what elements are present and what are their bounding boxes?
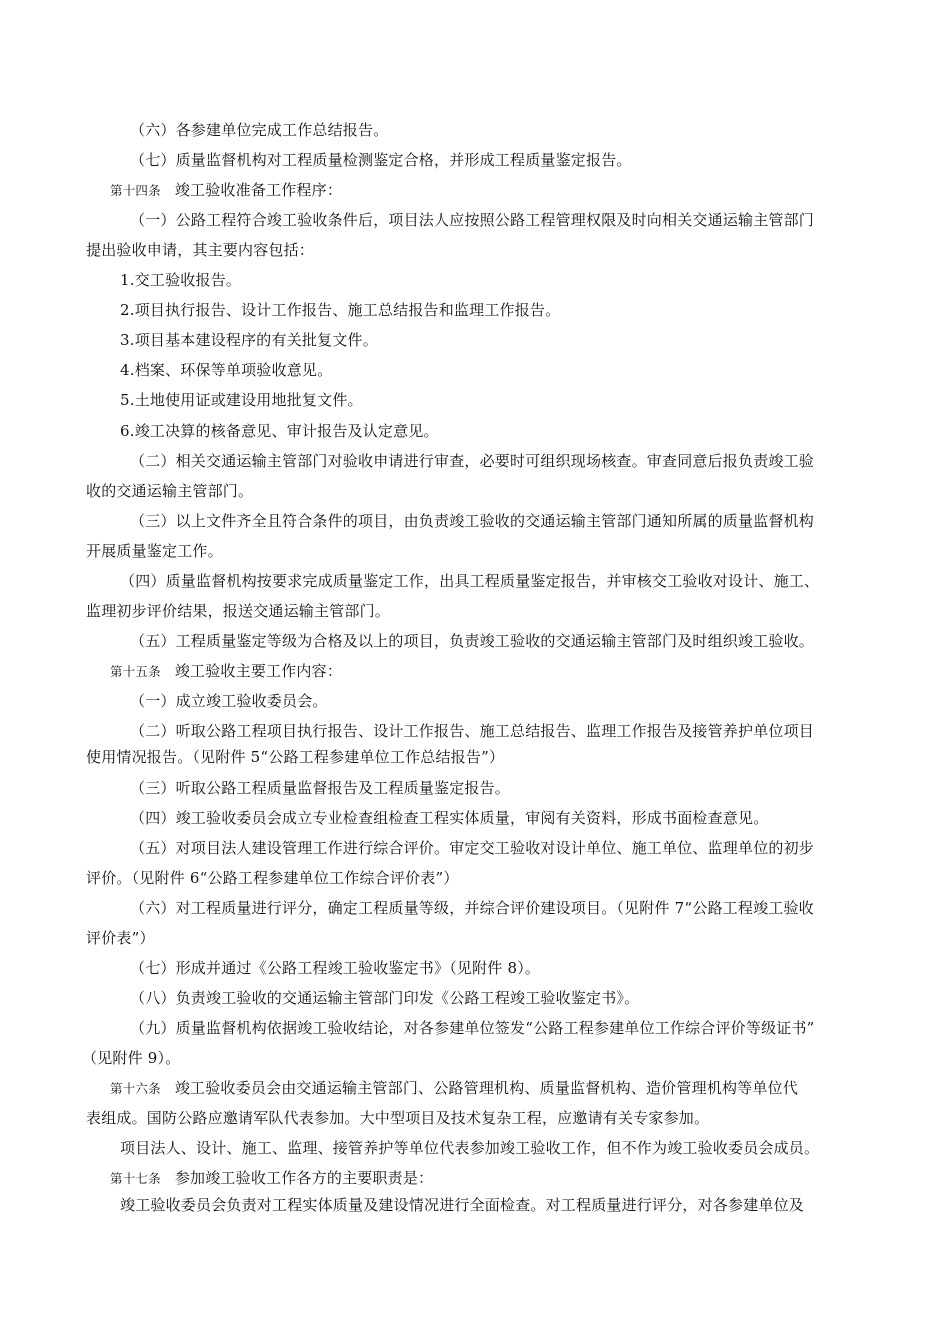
clause-line: （六）各参建单位完成工作总结报告。 — [130, 121, 389, 139]
clause-line: （七）质量监督机构对工程质量检测鉴定合格，并形成工程质量鉴定报告。 — [130, 151, 632, 169]
clause-line: （九）质量监督机构依据竣工验收结论，对各参建单位签发“公路工程参建单位工作综合评价等级证书” — [130, 1019, 815, 1037]
clause-line: （八）负责竣工验收的交通运输主管部门印发《公路工程竣工验收鉴定书》。 — [130, 989, 640, 1007]
list-item: 2.项目执行报告、设计工作报告、施工总结报告和监理工作报告。 — [120, 301, 561, 319]
list-item: 1.交工验收报告。 — [120, 271, 242, 289]
article-number: 第十五条 — [110, 664, 161, 679]
list-item: 6.竣工决算的核备意见、审计报告及认定意见。 — [120, 422, 439, 440]
clause-line: 表组成。国防公路应邀请军队代表参加。大中型项目及技术复杂工程，应邀请有关专家参加。 — [86, 1109, 710, 1127]
article-number: 第十四条 — [110, 183, 161, 198]
clause-line: 竣工验收委员会负责对工程实体质量及建设情况进行全面检查。对工程质量进行评分，对各参建单位及 — [120, 1196, 805, 1214]
article-number: 第十七条 — [110, 1171, 161, 1186]
clause-line: （五）对项目法人建设管理工作进行综合评价。审定交工验收对设计单位、施工单位、监理单位的初步 — [130, 839, 815, 857]
article-heading: 第十五条 竣工验收主要工作内容： — [110, 662, 343, 680]
clause-line: （二）相关交通运输主管部门对验收申请进行审查，必要时可组织现场核查。审查同意后报负责竣工验 — [130, 452, 815, 470]
list-item: 5.土地使用证或建设用地批复文件。 — [120, 391, 363, 409]
clause-line: （一）成立竣工验收委员会。 — [130, 692, 328, 710]
clause-line: （六）对工程质量进行评分，确定工程质量等级，并综合评价建设项目。（见附件 7“公路工程竣工验收 — [130, 899, 814, 917]
list-item: 4.档案、环保等单项验收意见。 — [120, 361, 333, 379]
clause-line: （三）以上文件齐全且符合条件的项目，由负责竣工验收的交通运输主管部门通知所属的质量监督机构 — [130, 512, 815, 530]
clause-line: 监理初步评价结果，报送交通运输主管部门。 — [86, 602, 391, 620]
clause-line: （二）听取公路工程项目执行报告、设计工作报告、施工总结报告、监理工作报告及接管养护单位项目 — [130, 722, 815, 740]
clause-line: 开展质量鉴定工作。 — [86, 542, 223, 560]
clause-line: 评价表”） — [86, 929, 155, 947]
clause-line: （七）形成并通过《公路工程竣工验收鉴定书》（见附件 8）。 — [130, 959, 541, 977]
clause-line: （四）竣工验收委员会成立专业检查组检查工程实体质量，审阅有关资料，形成书面检查意见。 — [130, 809, 769, 827]
article-number: 第十六条 — [110, 1081, 161, 1096]
list-item: 3.项目基本建设程序的有关批复文件。 — [120, 331, 378, 349]
clause-line: （见附件 9）。 — [82, 1049, 181, 1067]
article-heading: 第十四条 竣工验收准备工作程序： — [110, 181, 343, 199]
clause-line: （四）质量监督机构按要求完成质量鉴定工作，出具工程质量鉴定报告，并审核交工验收对设计、施工、 — [120, 572, 820, 590]
clause-line: 项目法人、设计、施工、监理、接管养护等单位代表参加竣工验收工作，但不作为竣工验收委员会成员。 — [120, 1139, 820, 1157]
clause-line: 收的交通运输主管部门。 — [86, 482, 254, 500]
clause-line: 使用情况报告。（见附件 5“公路工程参建单位工作总结报告”） — [86, 748, 505, 766]
clause-line: （一）公路工程符合竣工验收条件后，项目法人应按照公路工程管理权限及时向相关交通运输主管部门 — [130, 211, 815, 229]
clause-line: 提出验收申请，其主要内容包括： — [86, 241, 315, 259]
clause-line: 评价。（见附件 6“公路工程参建单位工作综合评价表”） — [86, 869, 459, 887]
clause-line: （三）听取公路工程质量监督报告及工程质量鉴定报告。 — [130, 779, 511, 797]
article-heading: 第十六条 竣工验收委员会由交通运输主管部门、公路管理机构、质量监督机构、造价管理机构等单位代 — [110, 1079, 799, 1097]
clause-line: （五）工程质量鉴定等级为合格及以上的项目，负责竣工验收的交通运输主管部门及时组织竣工验收。 — [130, 632, 815, 650]
article-heading: 第十七条 参加竣工验收工作各方的主要职责是： — [110, 1169, 434, 1187]
